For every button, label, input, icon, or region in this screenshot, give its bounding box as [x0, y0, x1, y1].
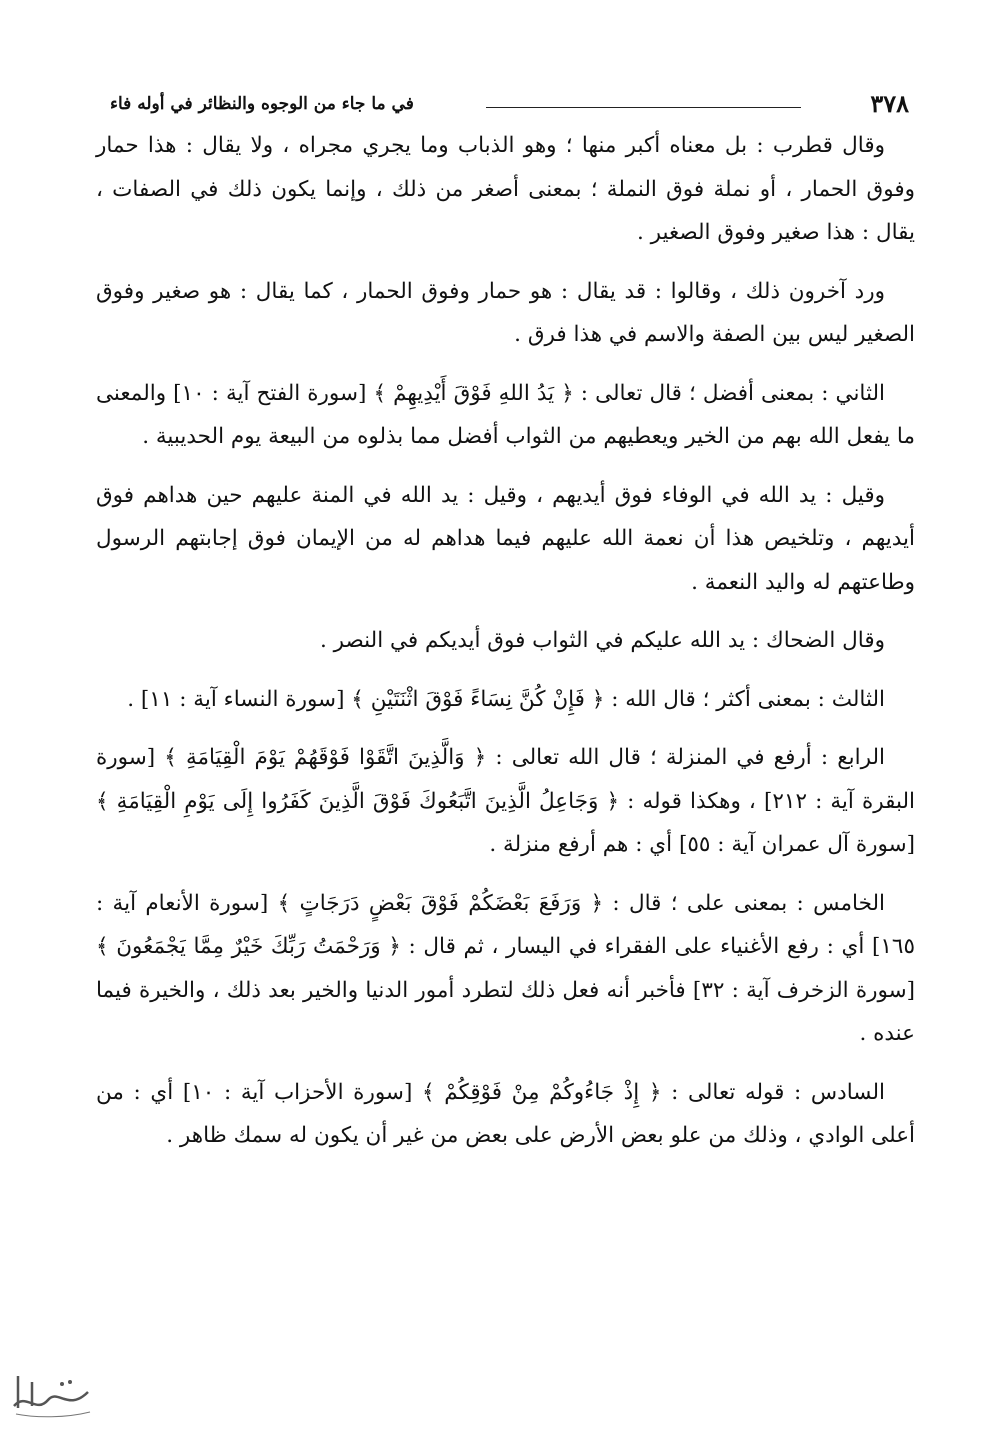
paragraph-2: ورد آخرون ذلك ، وقالوا : قد يقال : هو حمار وفوق الحمار ، كما يقال : هو صغير وفوق الصغير ليس بين الصفة والاسم في هذا فرق .: [96, 278, 915, 347]
paragraph-4: وقيل : يد الله في الوفاء فوق أيديهم ، وقيل : يد الله في المنة عليهم حين هداهم فوق أيديهم ، وتلخيص هذا أن نعمة الله عليهم فيما هداهم له من الإيمان فوق إجابتهم الرسول وطاعتهم له واليد النعمة .: [96, 482, 915, 595]
paragraph-3: الثاني : بمعنى أفضل ؛ قال تعالى : ﴿ يَدُ اللهِ فَوْقَ أَيْدِيهِمْ ﴾ [سورة الفتح آية : ١٠] والمعنى ما يفعل الله بهم من الخير ويعطيهم من الثواب أفضل مما بذلوه من البيعة يوم الحديبية .: [96, 380, 915, 449]
page-header: [110, 86, 909, 122]
watermark-logo: [6, 1362, 96, 1422]
header-rule: [486, 107, 801, 108]
paragraph-7: الرابع : أرفع في المنزلة ؛ قال الله تعالى : ﴿ وَالَّذِينَ اتَّقَوْا فَوْقَهُمْ يَوْمَ الْقِيَامَةِ ﴾ [سورة البقرة آية : ٢١٢] ، وهكذا قوله : ﴿ وَجَاعِلُ الَّذِينَ اتَّبَعُوكَ فَوْقَ الَّذِينَ كَفَرُوا إِلَى يَوْمِ الْقِيَامَةِ ﴾ [سورة آل عمران آية : ٥٥] أي : هم أرفع منزلة .: [96, 745, 915, 857]
paragraph-5: وقال الضحاك : يد الله عليكم في الثواب فوق أيديكم في النصر .: [319, 628, 885, 653]
paragraph-6: الثالث : بمعنى أكثر ؛ قال الله : ﴿ فَإِنْ كُنَّ نِسَاءً فَوْقَ اثْنَتَيْنِ ﴾ [سورة النساء آية : ١١] .: [127, 686, 885, 712]
paragraph-9: السادس : قوله تعالى : ﴿ إِذْ جَاءُوكُمْ مِنْ فَوْقِكُمْ ﴾ [سورة الأحزاب آية : ١٠] أي : من أعلى الوادي ، وذلك من علو بعض الأرض على بعض من غير أن يكون له سمك ظاهر .: [96, 1079, 915, 1148]
paragraph-8: الخامس : بمعنى على ؛ قال : ﴿ وَرَفَعَ بَعْضَكُمْ فَوْقَ بَعْضٍ دَرَجَاتٍ ﴾ [سورة الأنعام آية : ١٦٥] أي : رفع الأغنياء على الفقراء في اليسار ، ثم قال : ﴿ وَرَحْمَتُ رَبِّكَ خَيْرٌ مِمَّا يَجْمَعُونَ ﴾ [سورة الزخرف آية : ٣٢] فأخبر أنه فعل ذلك لتطرد أمور الدنيا والخير بعد ذلك ، والخيرة فيما عنده .: [96, 890, 915, 1046]
body-text: [96, 124, 915, 1173]
paragraph-1: وقال قطرب : بل معناه أكبر منها ؛ وهو الذباب وما يجري مجراه ، ولا يقال : هذا حمار وفوق الحمار ، أو نملة فوق النملة ؛ بمعنى أصغر من ذلك ، وإنما يكون ذلك في الصفات ، يقال : هذا صغير وفوق الصغير .: [96, 133, 915, 245]
running-title: في ما جاء من الوجوه والنظائر في أوله فاء: [110, 94, 414, 114]
page-number: ٣٧٨: [870, 89, 909, 118]
